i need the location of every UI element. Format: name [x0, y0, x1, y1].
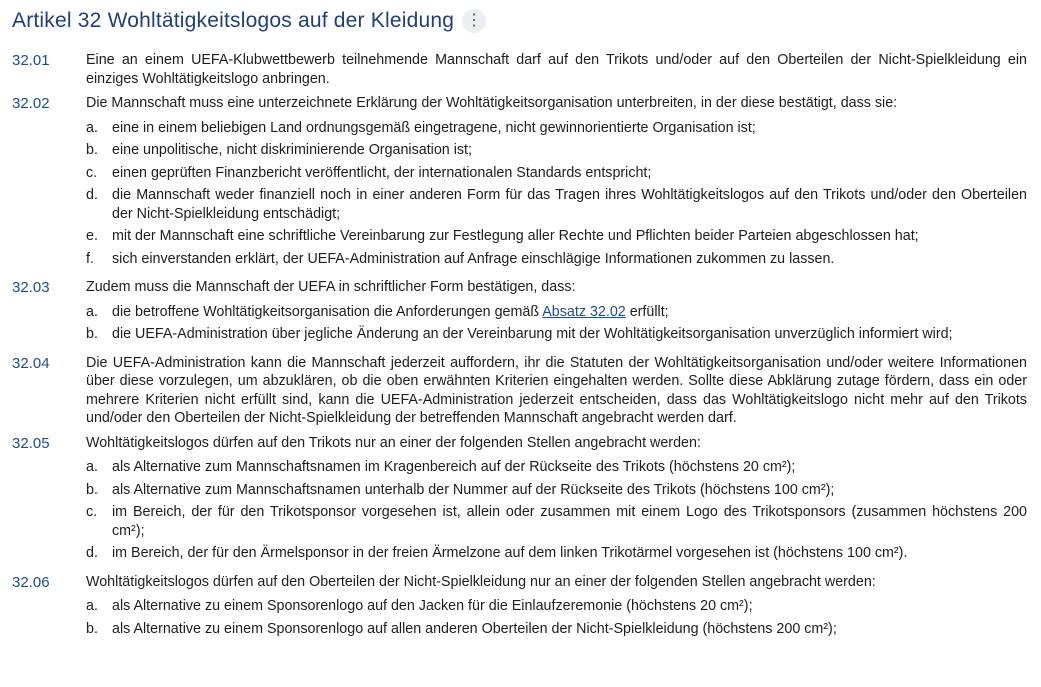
- article-header: [12, 5, 1029, 37]
- paragraph-number: 32.04: [12, 354, 50, 372]
- list-item-text: als Alternative zum Mannschaftsnamen unterhalb der Nummer auf der Rückseite des Trikots (höchstens 100 cm²);: [112, 481, 835, 498]
- list-item-text: die UEFA-Administration über jegliche Änderung an der Vereinbarung mit der Wohltätigkeitsorganisation unverzüglich informiert wird;: [112, 326, 953, 342]
- list-letter: e.: [86, 228, 98, 244]
- list-item-text: die Mannschaft weder finanziell noch in einer anderen Form für das Tragen ihres Wohltätigkeitslogos auf den Trikots und/oder den Oberteilen der Nicht-Spielkleidung entschädigt;: [112, 187, 1027, 222]
- paragraph-link[interactable]: Absatz 32.02: [542, 303, 626, 320]
- article-title: Artikel 32 Wohltätigkeitslogos auf der Kleidung: [12, 9, 455, 32]
- list-item: [86, 250, 1027, 269]
- list-item-text: eine unpolitische, nicht diskriminierende Organisation ist;: [112, 142, 472, 158]
- list-item: [86, 458, 1027, 477]
- list-item-text: im Bereich, der für den Ärmelsponsor in der freien Ärmelzone auf dem linken Trikotärmel vorgesehen ist (höchstens 100 cm²).: [112, 545, 908, 561]
- list-item-text-before: die betroffene Wohltätigkeitsorganisation die Anforderungen gemäß: [112, 303, 543, 320]
- list-item: [86, 597, 1027, 616]
- list-item: [86, 325, 1027, 344]
- list-item-text: [112, 303, 1027, 322]
- list-letter: c.: [86, 504, 98, 520]
- paragraph-number: 32.01: [12, 52, 50, 69]
- paragraph-text: Wohltätigkeitslogos dürfen auf den Trikots nur an einer der folgenden Stellen angebracht werden:: [86, 434, 701, 451]
- list-item-text: mit der Mannschaft eine schriftliche Vereinbarung zur Festlegung aller Rechte und Pflichten beider Parteien abgeschlossen hat;: [112, 228, 919, 244]
- list-item-text: als Alternative zum Mannschaftsnamen im Kragenbereich auf der Rückseite des Trikots (höchstens 20 cm²);: [112, 459, 796, 475]
- list-item-text-after: erfüllt;: [625, 303, 669, 320]
- paragraph-text: Die Mannschaft muss eine unterzeichnete Erklärung der Wohltätigkeitsorganisation unterbreiten, in der diese bestätigt, dass sie:: [86, 95, 898, 111]
- paragraph-number: 32.06: [12, 573, 50, 591]
- paragraph-text: Die UEFA-Administration kann die Mannschaft jederzeit auffordern, ihr die Statuten der Wohltätigkeitsorganisation und/oder weitere Informationen über diese vorzulegen, um abzuklären, ob die oben erwähnten Kriterien eingehalten werden. Sollte diese Abklärung zutage fördern, dass ein oder mehrere Kriterien nicht erfüllt sind, kann die UEFA-Administration jederzeit entscheiden, dass das Wohltätigkeitslogo nicht mehr auf den Trikots und/oder den Oberteilen der Nicht-Spielkleidung der betreffenden Mannschaft angebracht werden darf.: [86, 354, 1027, 426]
- list-item-text: als Alternative zu einem Sponsorenlogo auf allen anderen Oberteilen der Nicht-Spielkleidung (höchstens 200 cm²);: [112, 620, 837, 637]
- more-vertical-icon[interactable]: ⋮: [462, 9, 486, 33]
- paragraph-32-04: [12, 354, 1029, 428]
- list-letter: a.: [86, 119, 98, 136]
- list-item: [86, 503, 1027, 540]
- list-item-text: sich einverstanden erklärt, der UEFA-Administration auf Anfrage einschlägige Informationen zukommen zu lassen.: [112, 250, 835, 267]
- list-item: [86, 186, 1027, 223]
- list-letter: b.: [86, 481, 98, 498]
- list-letter: b.: [86, 620, 98, 637]
- list: [86, 458, 1027, 563]
- list-letter: c.: [86, 164, 98, 181]
- paragraph-32-02: [12, 94, 1029, 272]
- paragraph-number: 32.03: [12, 279, 50, 296]
- paragraph-text: Eine an einem UEFA-Klubwettbewerb teilnehmende Mannschaft darf auf den Trikots und/oder auf den Oberteilen der Nicht-Spielkleidung ein einziges Wohltätigkeitslogo anbringen.: [86, 52, 1027, 87]
- list-letter: a.: [86, 598, 98, 614]
- paragraph-text: Wohltätigkeitslogos dürfen auf den Oberteilen der Nicht-Spielkleidung nur an einer der folgenden Stellen angebracht werden:: [86, 573, 876, 590]
- list: [86, 597, 1027, 638]
- article-body: [12, 51, 1029, 642]
- list-letter: d.: [86, 545, 98, 561]
- list-letter: d.: [86, 187, 98, 203]
- list-letter: a.: [86, 303, 98, 320]
- list-item: [86, 119, 1027, 138]
- paragraph-number: 32.05: [12, 434, 50, 452]
- paragraph-32-06: [12, 573, 1029, 643]
- list-item: [86, 141, 1027, 160]
- list-item-text: im Bereich, der für den Trikotsponsor vorgesehen ist, allein oder zusammen mit einem Logo des Trikotsponsors (zusammen höchstens 200 cm²);: [112, 504, 1027, 539]
- list-item: [86, 620, 1027, 639]
- list-letter: a.: [86, 459, 98, 475]
- paragraph-text: Zudem muss die Mannschaft der UEFA in schriftlicher Form bestätigen, dass:: [86, 279, 576, 295]
- list-letter: b.: [86, 326, 98, 342]
- list-letter: f.: [86, 250, 94, 267]
- list-item-text: als Alternative zu einem Sponsorenlogo auf den Jacken für die Einlaufzeremonie (höchstens 20 cm²);: [112, 598, 753, 614]
- list-item: [86, 164, 1027, 183]
- paragraph-32-03: [12, 278, 1029, 348]
- list-item-text: eine in einem beliebigen Land ordnungsgemäß eingetragene, nicht gewinnorientierte Organisation ist;: [112, 119, 756, 136]
- list: [86, 303, 1027, 344]
- list-item: [86, 303, 1027, 322]
- paragraph-number: 32.02: [12, 95, 50, 112]
- list-letter: b.: [86, 142, 98, 158]
- list-item: [86, 544, 1027, 563]
- list-item-text: einen geprüften Finanzbericht veröffentlicht, der internationalen Standards entspricht;: [112, 164, 652, 181]
- list-item: [86, 227, 1027, 246]
- list-item: [86, 481, 1027, 500]
- paragraph-32-05: [12, 434, 1029, 567]
- list: [86, 119, 1027, 269]
- paragraph-32-01: [12, 51, 1029, 88]
